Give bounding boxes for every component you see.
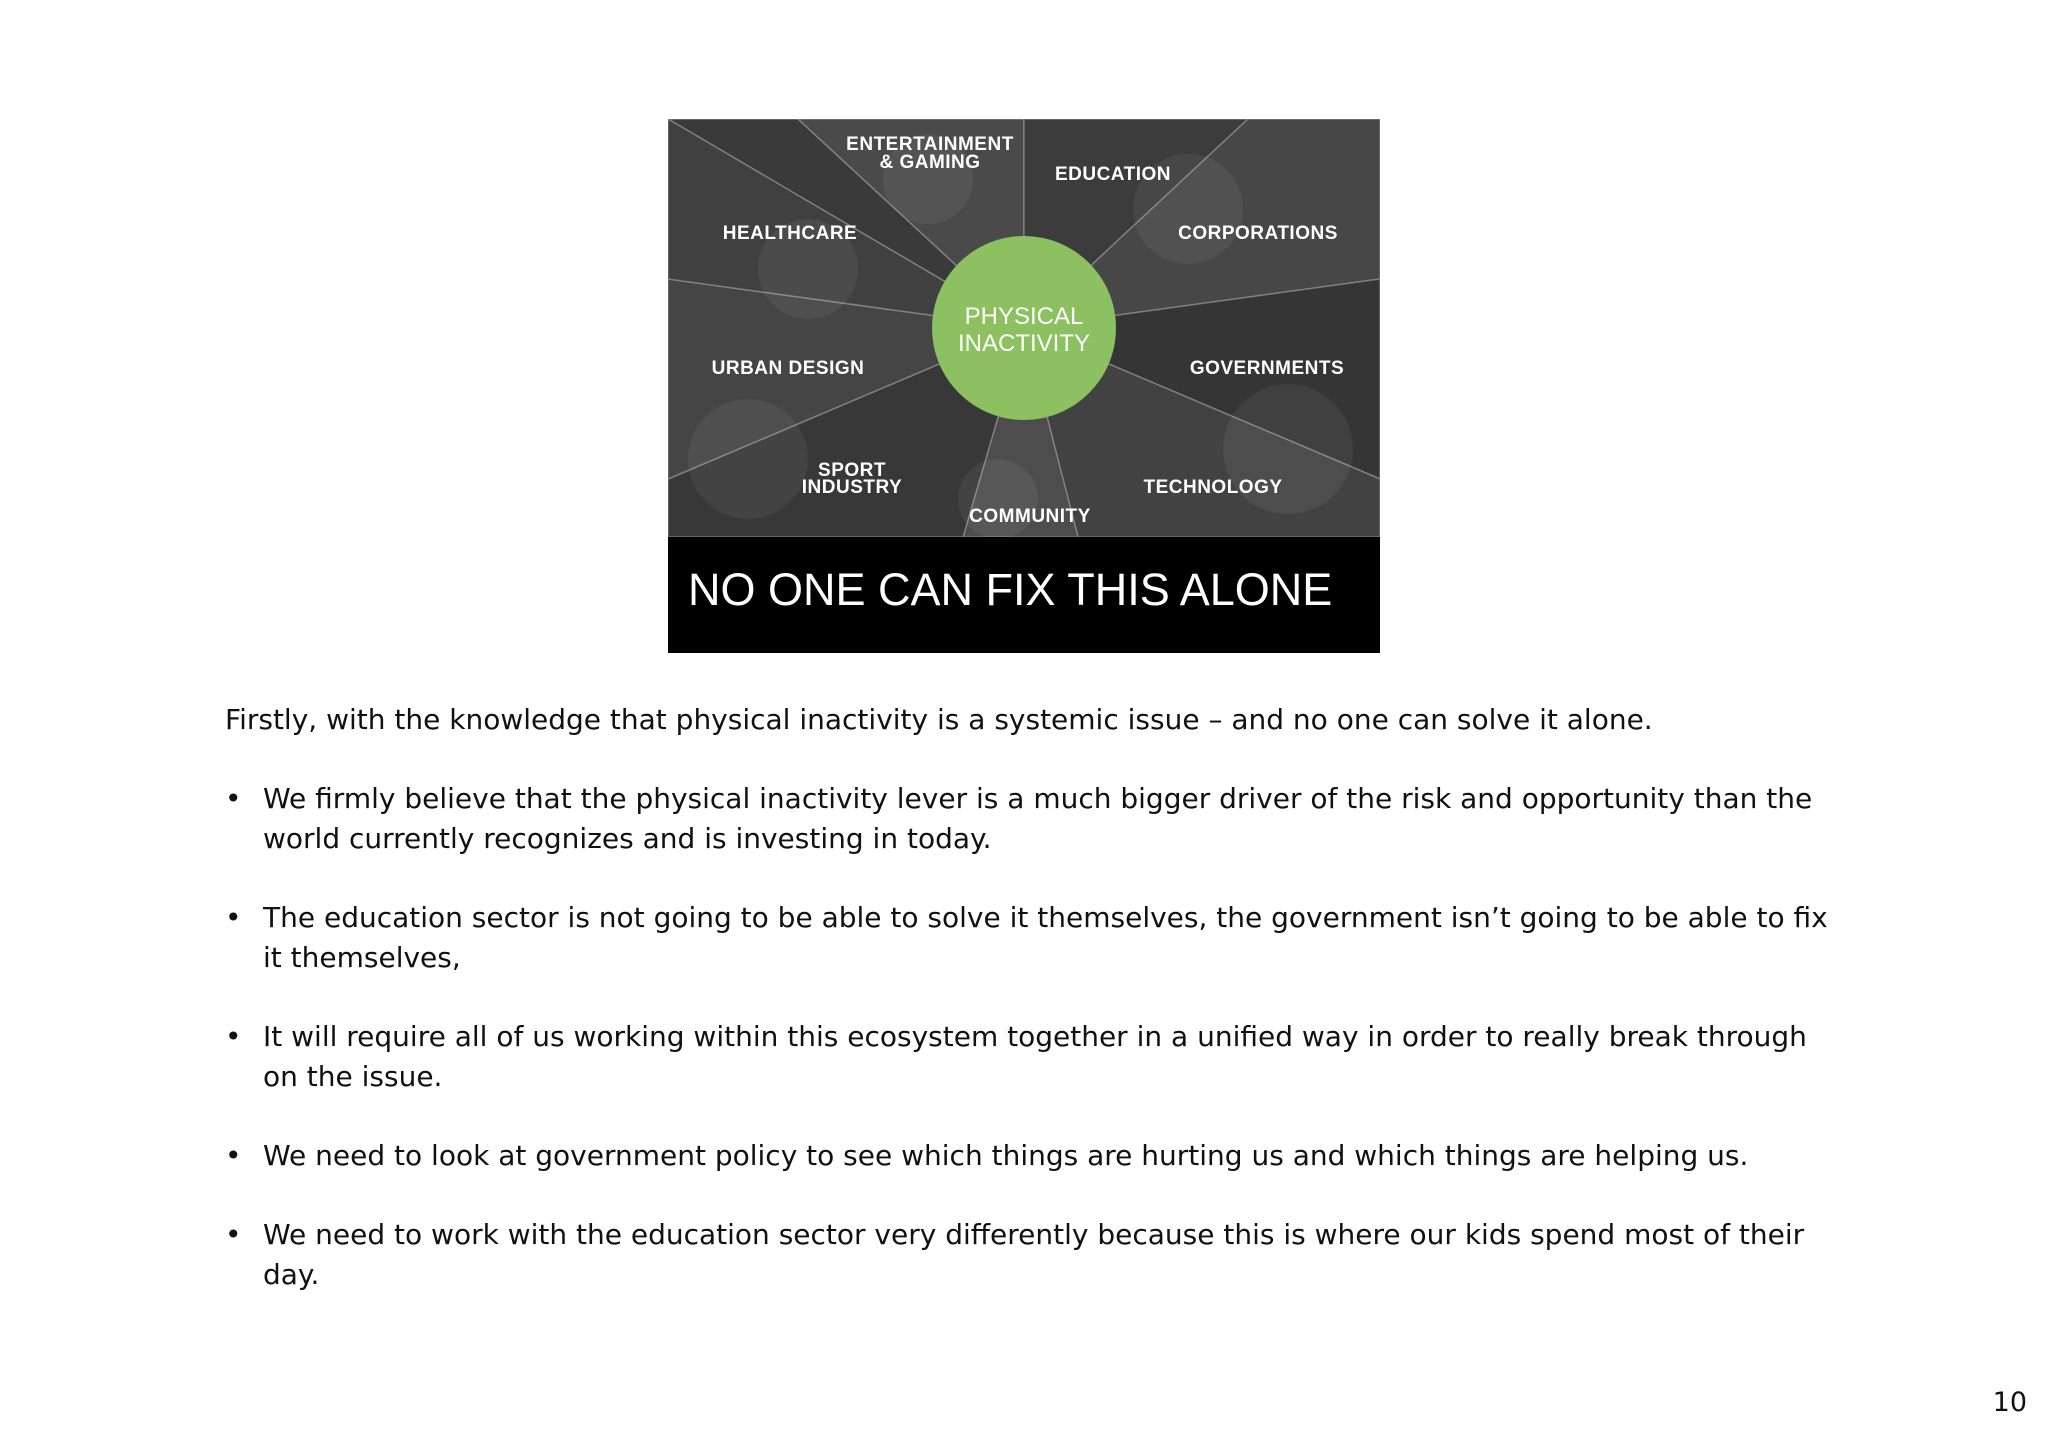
sector-label-entertainment-line1: ENTERTAINMENT: [846, 134, 1014, 155]
physical-inactivity-figure: [668, 119, 1380, 653]
sector-label-community: COMMUNITY: [969, 506, 1091, 527]
bullet-icon: •: [225, 1020, 242, 1053]
bullet-text: We need to work with the education sector very differently because this is where our kids spend most of their day.: [263, 1218, 1805, 1291]
bullet-icon: •: [225, 782, 242, 815]
bullet-icon: •: [225, 901, 242, 934]
list-item: [225, 1136, 1845, 1176]
sector-label-technology: TECHNOLOGY: [1143, 477, 1283, 498]
sector-label-education: EDUCATION: [1054, 164, 1172, 185]
list-item: [225, 898, 1845, 978]
sector-label-corporations: CORPORATIONS: [1178, 223, 1338, 244]
speaker-notes: [225, 700, 1845, 1334]
page-number: 10: [1992, 1387, 2027, 1418]
bullet-text: We firmly believe that the physical inactivity lever is a much bigger driver of the risk and opportunity than the world currently recognizes and is investing in today.: [263, 782, 1813, 855]
sector-label-sport-industry-line1: SPORT: [818, 460, 886, 481]
list-item: [225, 779, 1845, 859]
bullet-text: It will require all of us working within this ecosystem together in a unified way in order to really break through on the issue.: [263, 1020, 1807, 1093]
sector-label-healthcare: HEALTHCARE: [722, 223, 858, 244]
bullet-icon: •: [225, 1139, 242, 1172]
sector-label-governments: GOVERNMENTS: [1189, 358, 1345, 379]
bullet-text: The education sector is not going to be able to solve it themselves, the government isn’t going to be able to fix it themselves,: [263, 901, 1828, 974]
notes-intro: Firstly, with the knowledge that physical inactivity is a systemic issue – and no one can solve it alone.: [225, 703, 1653, 736]
sector-label-sport-industry-line2: INDUSTRY: [801, 477, 903, 498]
sector-label-urban-design: URBAN DESIGN: [711, 358, 865, 379]
sector-label-entertainment-line2: & GAMING: [879, 152, 981, 173]
list-item: [225, 1017, 1845, 1097]
notes-bullet-list: [225, 779, 1845, 1295]
center-label-line2: INACTIVITY: [957, 330, 1091, 357]
center-label-line1: PHYSICAL: [964, 303, 1084, 330]
list-item: [225, 1215, 1845, 1295]
bullet-text: We need to look at government policy to see which things are hurting us and which things are helping us.: [263, 1139, 1749, 1172]
figure-caption: NO ONE CAN FIX THIS ALONE: [688, 564, 1333, 615]
bullet-icon: •: [225, 1218, 242, 1251]
